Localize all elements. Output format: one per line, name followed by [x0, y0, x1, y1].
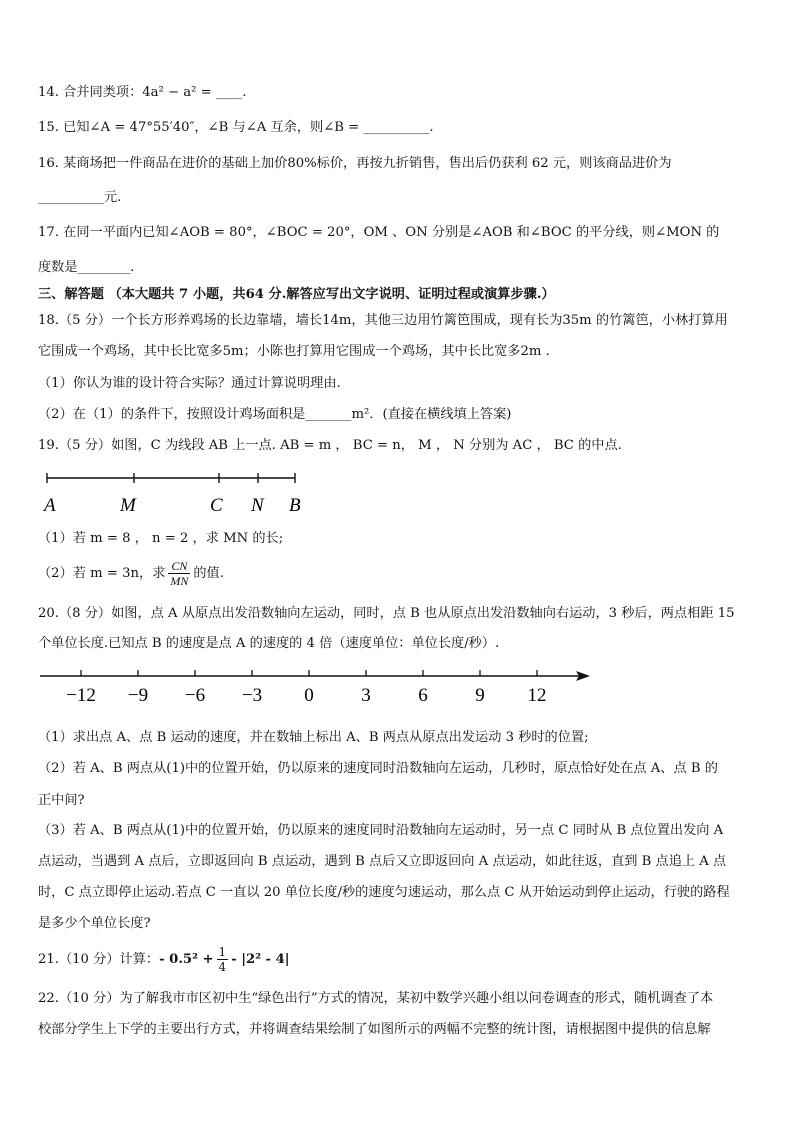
segment-label-m: M	[120, 495, 136, 516]
question-19: 19.（5 分）如图，C 为线段 AB 上一点. AB = m ， BC = n， M ， N 分别为 AC ， BC 的中点.	[38, 438, 622, 453]
number-line-tick-label: −9	[127, 685, 149, 706]
fraction-denominator: 4	[218, 960, 227, 974]
segment-label-n: N	[251, 495, 264, 516]
question-20-part-1: （1）求出点 A、点 B 运动的速度，并在数轴上标出 A、B 两点从原点出发运动 3 秒时的位置;	[38, 730, 589, 745]
segment-figure	[38, 468, 328, 520]
question-21-expression-part-1: - 0.5² +	[159, 952, 214, 967]
number-line-tick-label: 6	[418, 685, 428, 706]
segment-label-c: C	[210, 495, 223, 516]
question-21-expression-part-2: - |2² - 4|	[231, 952, 290, 967]
fraction-numerator: CN	[168, 559, 190, 574]
number-line-tick-label: −3	[241, 685, 263, 706]
question-18-line-2: 它围成一个鸡场，其中长比宽多5m；小陈也打算用它围成一个鸡场，其中长比宽多2m .	[38, 344, 550, 359]
question-14: 14. 合并同类项：4a² − a² = ____.	[38, 85, 247, 100]
question-21-prefix: 21.（10 分）计算：	[38, 952, 160, 967]
number-line-tick-label: 0	[304, 685, 314, 706]
question-16-line-2: __________元.	[38, 190, 122, 205]
question-20-part-2-line-1: （2）若 A、B 两点从(1)中的位置开始，仍以原来的速度同时沿数轴向左运动，几秒时，原点恰好处在点 A、点 B 的	[38, 761, 718, 776]
number-line-tick-label: −6	[184, 685, 206, 706]
question-19-part-1: （1）若 m = 8 ， n = 2 ，求 MN 的长;	[38, 531, 284, 546]
fraction-cn-mn	[168, 559, 190, 588]
question-17-line-1: 17. 在同一平面内已知∠AOB = 80°，∠BOC = 20°，OM 、ON 分别是∠AOB 和∠BOC 的平分线，则∠MON 的	[38, 225, 720, 240]
segment-label-a: A	[44, 495, 56, 516]
question-20-part-3-line-4: 是多少个单位长度?	[38, 916, 151, 931]
question-18-part-2: （2）在（1）的条件下，按照设计鸡场面积是_______m²．(直接在横线填上答案)	[38, 407, 512, 422]
question-18-part-1: （1）你认为谁的设计符合实际？通过计算说明理由.	[38, 376, 341, 391]
question-19-part-2-suffix: 的值.	[193, 566, 224, 581]
question-22-line-2: 校部分学生上下学的主要出行方式，并将调查结果绘制了如图所示的两幅不完整的统计图，请根据图中提供的信息解	[38, 1022, 711, 1037]
segment-label-b: B	[289, 495, 301, 516]
question-20-part-3-line-2: 点运动，当遇到 A 点后，立即返回向 B 点运动，遇到 B 点后又立即返回向 A 点运动，如此往返，直到 B 点追上 A 点	[38, 854, 727, 869]
section-heading: 三、解答题 （本大题共 7 小题，共64 分.解答应写出文字说明、证明过程或演算步骤.）	[38, 287, 555, 302]
number-line-tick-label: 12	[527, 685, 547, 706]
fraction-numerator: 1	[218, 945, 227, 959]
question-19-part-2	[38, 558, 756, 590]
question-20-part-3-line-1: （3）若 A、B 两点从(1)中的位置开始，仍以原来的速度同时沿数轴向左运动时，另一点 C 同时从 B 点位置出发向 A	[38, 823, 724, 838]
question-19-part-2-prefix: （2）若 m = 3n，求	[38, 566, 166, 581]
question-18-line-1: 18.（5 分）一个长方形养鸡场的长边靠墙，墙长14m，其他三边用竹篱笆围成，现有长为35m 的竹篱笆，小林打算用	[38, 313, 728, 328]
number-line-tick-label: −12	[66, 685, 96, 706]
question-15: 15. 已知∠A = 47°55′40″，∠B 与∠A 互余，则∠B = __________.	[38, 120, 434, 135]
question-20-line-1: 20.（8 分）如图，点 A 从原点出发沿数轴向左运动，同时，点 B 也从原点出发沿数轴向右运动，3 秒后，两点相距 15	[38, 606, 735, 621]
question-22-line-1: 22.（10 分）为了解我市市区初中生“绿色出行”方式的情况，某初中数学兴趣小组以问卷调查的形式，随机调查了本	[38, 991, 714, 1006]
question-21	[38, 943, 756, 977]
question-20-line-2: 个单位长度.已知点 B 的速度是点 A 的速度的 4 倍（速度单位：单位长度/秒）.	[38, 636, 500, 651]
fraction-one-quarter	[217, 945, 229, 974]
question-17-line-2: 度数是________.	[38, 260, 135, 275]
fraction-denominator: MN	[170, 574, 189, 588]
number-line-figure	[38, 664, 598, 708]
number-line-tick-label: 3	[361, 685, 371, 706]
question-16-line-1: 16. 某商场把一件商品在进价的基础上加价80%标价，再按九折销售，售出后仍获利 62 元，则该商品进价为	[38, 156, 672, 171]
question-20-part-3-line-3: 时，C 点立即停止运动.若点 C 一直以 20 单位长度/秒的速度匀速运动，那么点 C 从开始运动到停止运动，行驶的路程	[38, 885, 730, 900]
question-20-part-2-line-2: 正中间?	[38, 793, 85, 808]
number-line-tick-label: 9	[475, 685, 485, 706]
